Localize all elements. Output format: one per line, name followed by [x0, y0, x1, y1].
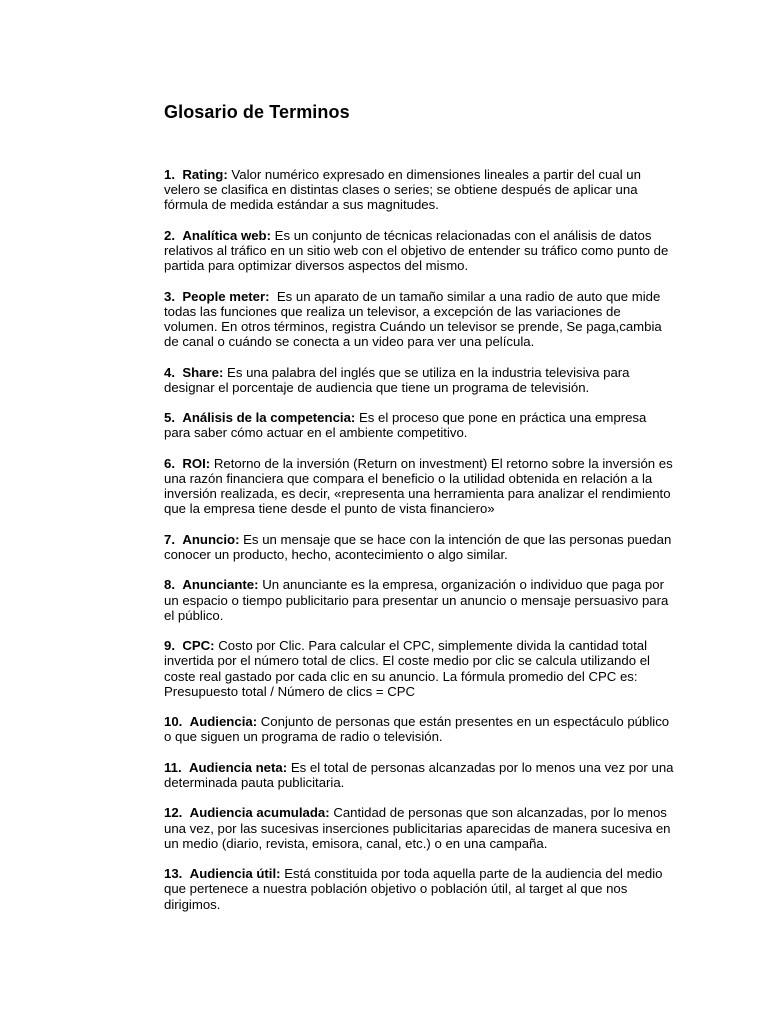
glossary-entry: [164, 532, 674, 562]
entry-number: 7.: [164, 531, 175, 547]
glossary-entry: [164, 760, 674, 790]
entry-term: Share:: [182, 364, 224, 380]
entry-definition: Es el proceso que pone en práctica una empresa para saber cómo actuar en el ambiente competitivo.: [164, 410, 647, 441]
glossary-entry: [164, 289, 674, 350]
entry-term: People meter:: [182, 288, 270, 304]
entry-definition: Es una palabra del inglés que se utiliza en la industria televisiva para designar el porcentaje de audiencia que tiene un programa de televisión.: [164, 364, 630, 395]
entry-definition: Es un mensaje que se hace con la intención de que las personas puedan conocer un producto, hecho, acontecimiento o algo similar.: [164, 531, 672, 562]
glossary-entry: [164, 410, 674, 440]
entry-definition: Cantidad de personas que son alcanzadas, por lo menos una vez, por las sucesivas inserciones publicitarias aparecidas de manera sucesiva en un medio (diario, revista, emisora, canal, etc.) o en una campaña.: [164, 805, 671, 851]
entry-term: ROI:: [182, 455, 211, 471]
entry-definition: Valor numérico expresado en dimensiones lineales a partir del cual un velero se clasifica en distintas clases o series; se obtiene después de aplicar una fórmula de medida estándar a sus magnitudes.: [164, 167, 641, 213]
glossary-entry: [164, 167, 674, 213]
entry-term: Anunciante:: [182, 577, 259, 593]
entry-term: Rating:: [182, 167, 228, 182]
entry-number: 12.: [164, 805, 183, 821]
entry-term: Anuncio:: [182, 531, 240, 547]
glossary-entry: [164, 805, 674, 851]
glossary-entry: [164, 456, 674, 517]
entry-definition: Es el total de personas alcanzadas por lo menos una vez por una determinada pauta publicitaria.: [164, 759, 674, 790]
glossary-list: [164, 167, 674, 927]
page-title: Glosario de Terminos: [164, 102, 350, 122]
entry-number: 10.: [164, 714, 183, 730]
entry-definition: Retorno de la inversión (Return on investment) El retorno sobre la inversión es una razón financiera que compara el beneficio o la utilidad obtenida en relación a la inversión realizada, es decir, «representa una herramienta para analizar el rendimiento que la empresa tiene desde el punto de vista financiero»: [164, 455, 673, 517]
entry-number: 11.: [164, 759, 182, 775]
entry-definition: Conjunto de personas que están presentes en un espectáculo público o que siguen un programa de radio o televisión.: [164, 714, 670, 745]
entry-term: Audiencia:: [189, 714, 258, 730]
entry-term: Analítica web:: [182, 227, 271, 243]
entry-number: 2.: [164, 227, 175, 243]
glossary-entry: [164, 577, 674, 623]
glossary-entry: [164, 228, 674, 274]
entry-number: 8.: [164, 577, 175, 593]
glossary-entry: [164, 365, 674, 395]
entry-term: Análisis de la competencia:: [182, 410, 356, 426]
entry-number: 4.: [164, 364, 175, 380]
entry-definition: Costo por Clic. Para calcular el CPC, simplemente divida la cantidad total invertida por el número total de clics. El coste medio por clic se calcula utilizando el coste real gastado por cada clic en su anuncio. La fórmula promedio del CPC es: Presupuesto total / Número de clics = CPC: [164, 638, 650, 699]
entry-number: 13.: [164, 866, 183, 882]
glossary-entry: [164, 714, 674, 744]
entry-number: 6.: [164, 455, 175, 471]
entry-number: 3.: [164, 288, 175, 304]
glossary-entry: [164, 866, 674, 912]
glossary-entry: [164, 638, 674, 699]
entry-term: Audiencia neta:: [188, 759, 288, 775]
entry-definition: Está constituida por toda aquella parte de la audiencia del medio que pertenece a nuestra población objetivo o población útil, al target al que nos dirigimos.: [164, 866, 663, 912]
entry-definition: Es un aparato de un tamaño similar a una radio de auto que mide todas las funciones que realiza un televisor, a excepción de las variaciones de volumen. En otros términos, registra Cuándo un televisor se prende, Se paga,cambia de canal o cuándo se conecta a un video para ver una película.: [164, 288, 662, 350]
entry-definition: Es un conjunto de técnicas relacionadas con el análisis de datos relativos al tráfico en un sitio web con el objetivo de entender su tráfico como punto de partida para optimizar diversos aspectos del mismo.: [164, 227, 669, 274]
entry-number: 5.: [164, 410, 175, 426]
entry-term: Audiencia acumulada:: [189, 805, 330, 821]
entry-definition: Un anunciante es la empresa, organización o individuo que paga por un espacio o tiempo publicitario para presentar un anuncio o mensaje persuasivo para el público.: [164, 577, 669, 623]
entry-number: 1.: [164, 167, 175, 182]
entry-number: 9.: [164, 638, 175, 654]
entry-term: CPC:: [182, 638, 215, 654]
entry-term: Audiencia útil:: [189, 866, 281, 882]
